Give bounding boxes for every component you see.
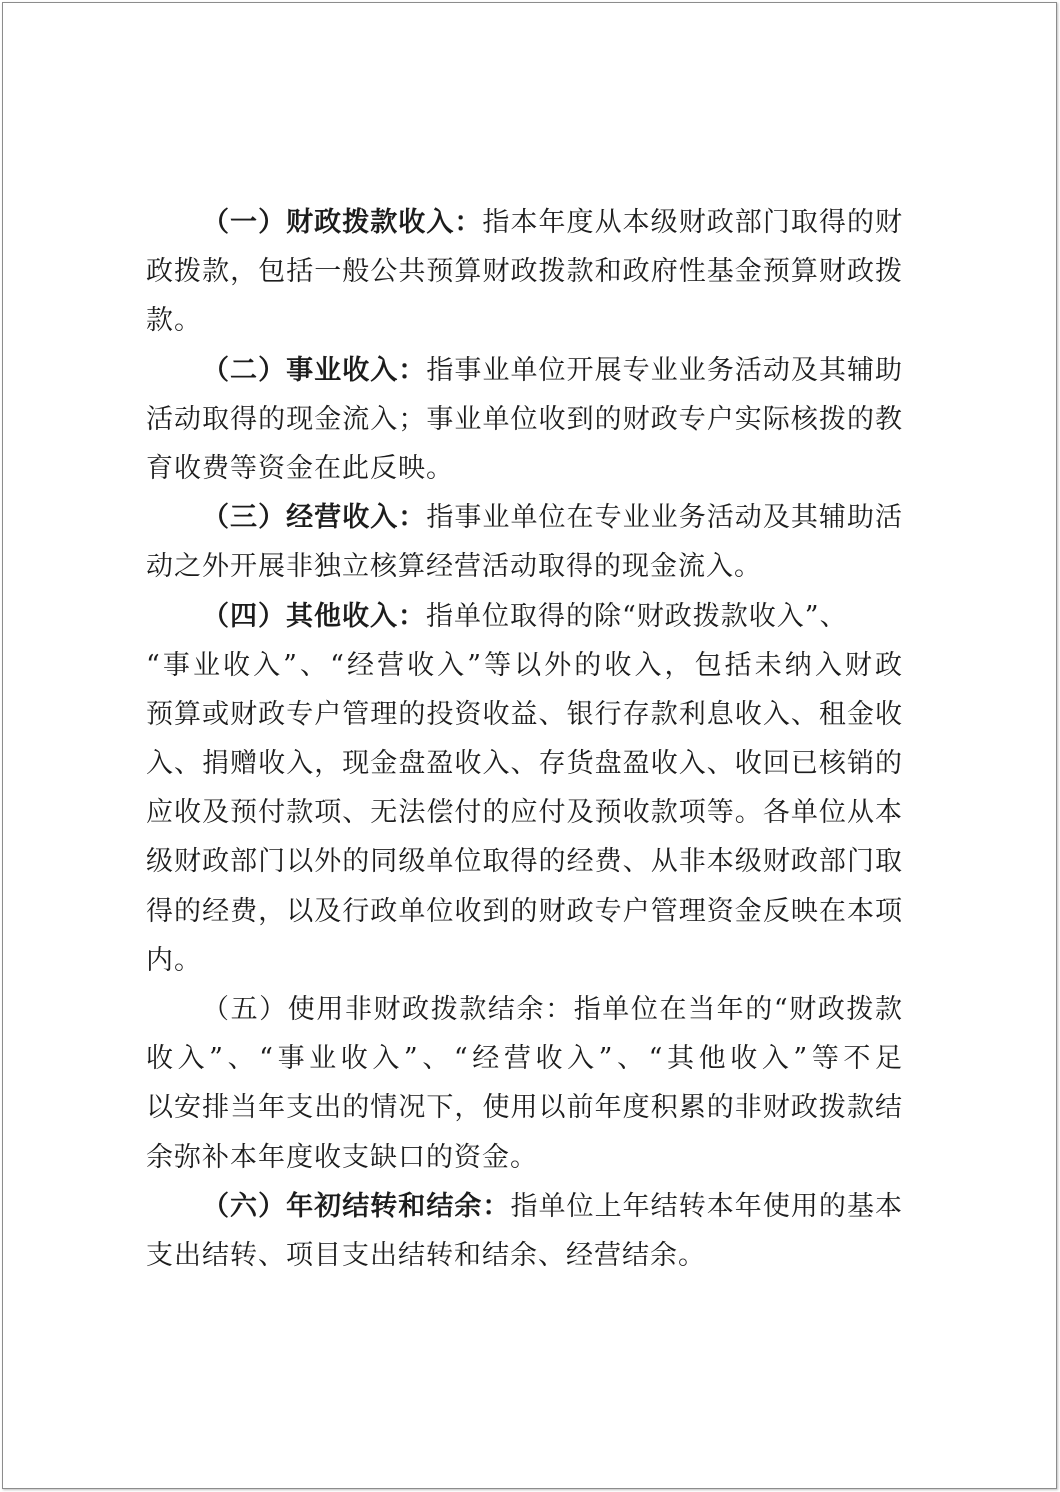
paragraph-line: 动之外开展非独立核算经营活动取得的现金流入。	[146, 551, 762, 583]
paragraph-line	[146, 985, 903, 1034]
paragraph-line: 活动取得的现金流入；事业单位收到的财政专户实际核拨的教	[146, 403, 903, 435]
paragraph-heading: （四）其他收入：	[202, 600, 426, 632]
paragraph-line: 收入”、“事业收入”、“经营收入”、“其他收入”等不足	[146, 1043, 903, 1075]
paragraph-heading: （二）事业收入：	[202, 354, 427, 386]
paragraph-4	[146, 592, 903, 986]
paragraph-line: 级财政部门以外的同级单位取得的经费、从非本级财政部门取	[146, 846, 903, 878]
paragraph-line	[146, 493, 903, 542]
paragraph-line: 得的经费，以及行政单位收到的财政专户管理资金反映在本项	[146, 895, 903, 927]
paragraph-line: 内。	[146, 944, 202, 976]
paragraph-text: 指事业单位开展专业业务活动及其辅助	[426, 354, 904, 386]
paragraph-line: 支出结转、项目支出结转和结余、经营结余。	[146, 1239, 706, 1271]
paragraph-text: 指单位取得的除“财政拨款收入”、	[426, 600, 848, 632]
paragraph-3	[146, 493, 903, 591]
paragraph-line	[146, 346, 903, 395]
document-body	[146, 198, 903, 1280]
paragraph-heading: （一）财政拨款收入：	[202, 207, 483, 238]
paragraph-line	[146, 198, 903, 247]
paragraph-text: 指本年度从本级财政部门取得的财	[482, 207, 904, 238]
paragraph-line: 款。	[146, 305, 202, 337]
paragraph-2	[146, 346, 903, 494]
page-frame	[2, 2, 1057, 1489]
paragraph-text: 指单位上年结转本年使用的基本	[510, 1190, 904, 1222]
paragraph-heading: （三）经营收入：	[202, 502, 427, 534]
paragraph-line	[146, 1182, 903, 1231]
paragraph-line: 育收费等资金在此反映。	[146, 452, 454, 484]
paragraph-line: 余弥补本年度收支缺口的资金。	[146, 1141, 538, 1173]
paragraph-line: “事业收入”、“经营收入”等以外的收入，包括未纳入财政	[146, 649, 903, 681]
paragraph-line: 应收及预付款项、无法偿付的应付及预收款项等。各单位从本	[146, 797, 903, 829]
paragraph-6	[146, 1182, 903, 1280]
paragraph-text: 指单位在当年的“财政拨款	[573, 994, 903, 1025]
paragraph-1	[146, 198, 903, 346]
paragraph-5	[146, 985, 903, 1182]
paragraph-line: 以安排当年支出的情况下，使用以前年度积累的非财政拨款结	[146, 1092, 903, 1124]
paragraph-heading: （五）使用非财政拨款结余：	[202, 994, 574, 1025]
paragraph-text: 指事业单位在专业业务活动及其辅助活	[426, 502, 904, 534]
paragraph-line: 入、捐赠收入，现金盘盈收入、存货盘盈收入、收回已核销的	[146, 748, 903, 780]
paragraph-line: 政拨款，包括一般公共预算财政拨款和政府性基金预算财政拨	[146, 256, 903, 288]
paragraph-line	[146, 592, 903, 641]
paragraph-heading: （六）年初结转和结余：	[202, 1190, 511, 1222]
paragraph-line: 预算或财政专户管理的投资收益、银行存款利息收入、租金收	[146, 698, 903, 730]
